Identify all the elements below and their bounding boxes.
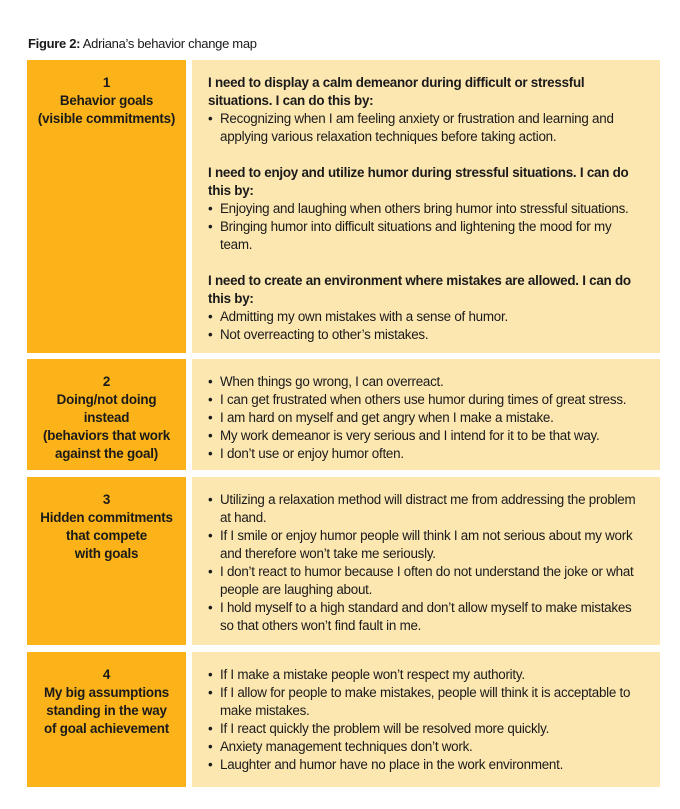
bullet-item: • Anxiety management techniques don’t work.	[208, 739, 473, 754]
row-label-cell	[27, 477, 186, 645]
bullet-item: • Utilizing a relaxation method will distract me from addressing the problem at hand.	[208, 492, 636, 525]
bullet-item: • If I allow for people to make mistakes, people will think it is acceptable to make mistakes.	[208, 685, 631, 718]
goal-heading: I need to create an environment where mistakes are allowed. I can do this by:	[208, 273, 631, 306]
goal-block	[208, 164, 644, 254]
bullet-item: • Laughter and humor have no place in the work environment.	[208, 757, 564, 772]
row-number: 2	[102, 374, 111, 389]
row-title-line: My big assumptions	[43, 685, 170, 700]
bullet-item: • If I react quickly the problem will be resolved more quickly.	[208, 721, 550, 736]
bullet-item: • When things go wrong, I can overreact.	[208, 374, 444, 389]
figure-caption	[28, 36, 257, 51]
map-row-behavior-goals	[27, 60, 660, 353]
bullet-item: • Admitting my own mistakes with a sense of humor.	[208, 309, 508, 324]
row-number: 3	[102, 492, 111, 507]
row-title-line: standing in the way	[46, 703, 167, 718]
map-row-doing-not-doing	[27, 359, 660, 470]
bullet-item: • Bringing humor into difficult situations and lightening the mood for my team.	[208, 219, 612, 252]
row-label-cell	[27, 652, 186, 787]
bullet-item: • My work demeanor is very serious and I intend for it to be that way.	[208, 428, 600, 443]
row-title-line: (visible commitments)	[37, 111, 176, 126]
bullet-item: • I hold myself to a high standard and don’t allow myself to make mistakes so that others won’t find fault in me.	[208, 600, 632, 633]
map-row-big-assumptions	[27, 652, 660, 787]
bullet-item: • Enjoying and laughing when others bring humor into stressful situations.	[208, 201, 629, 216]
figure-caption-text: Adriana’s behavior change map	[80, 36, 257, 51]
bullet-item: • Not overreacting to other’s mistakes.	[208, 327, 429, 342]
goal-block	[208, 74, 644, 146]
bullet-item: • If I smile or enjoy humor people will think I am not serious about my work and therefore won’t take me seriously.	[208, 528, 633, 561]
row-content-cell	[192, 60, 660, 353]
goal-heading: I need to display a calm demeanor during difficult or stressful situations. I can do this by:	[208, 75, 585, 108]
figure-caption-label: Figure 2:	[28, 36, 81, 51]
row-title-line: instead	[83, 410, 130, 425]
bullet-item: • I don’t react to humor because I often do not understand the joke or what people are laughing about.	[208, 564, 634, 597]
goal-heading: I need to enjoy and utilize humor during stressful situations. I can do this by:	[208, 165, 629, 198]
row-label-cell	[27, 359, 186, 470]
row-title-line: Hidden commitments	[40, 510, 173, 525]
row-title-line: Behavior goals	[59, 93, 154, 108]
bullet-item: • I don’t use or enjoy humor often.	[208, 446, 404, 461]
bullet-item: • If I make a mistake people won’t respect my authority.	[208, 667, 525, 682]
row-title-line: of goal achievement	[44, 721, 169, 736]
bullet-item: • Recognizing when I am feeling anxiety or frustration and learning and applying various relaxation techniques before taking action.	[208, 111, 614, 144]
row-label-cell	[27, 60, 186, 353]
row-title-line: (behaviors that work	[43, 428, 170, 443]
bullet-item: • I am hard on myself and get angry when I make a mistake.	[208, 410, 554, 425]
row-title-line: that compete	[66, 528, 147, 543]
row-content-cell	[192, 477, 660, 645]
row-content-cell	[192, 652, 660, 787]
row-title-line: Doing/not doing	[56, 392, 157, 407]
bullet-item: • I can get frustrated when others use humor during times of great stress.	[208, 392, 627, 407]
map-row-hidden-commitments	[27, 477, 660, 645]
row-title-line: with goals	[74, 546, 139, 561]
goal-block	[208, 272, 644, 344]
row-number: 4	[102, 667, 111, 682]
row-content-cell	[192, 359, 660, 470]
row-title-line: against the goal)	[55, 446, 158, 461]
row-number: 1	[102, 75, 111, 90]
